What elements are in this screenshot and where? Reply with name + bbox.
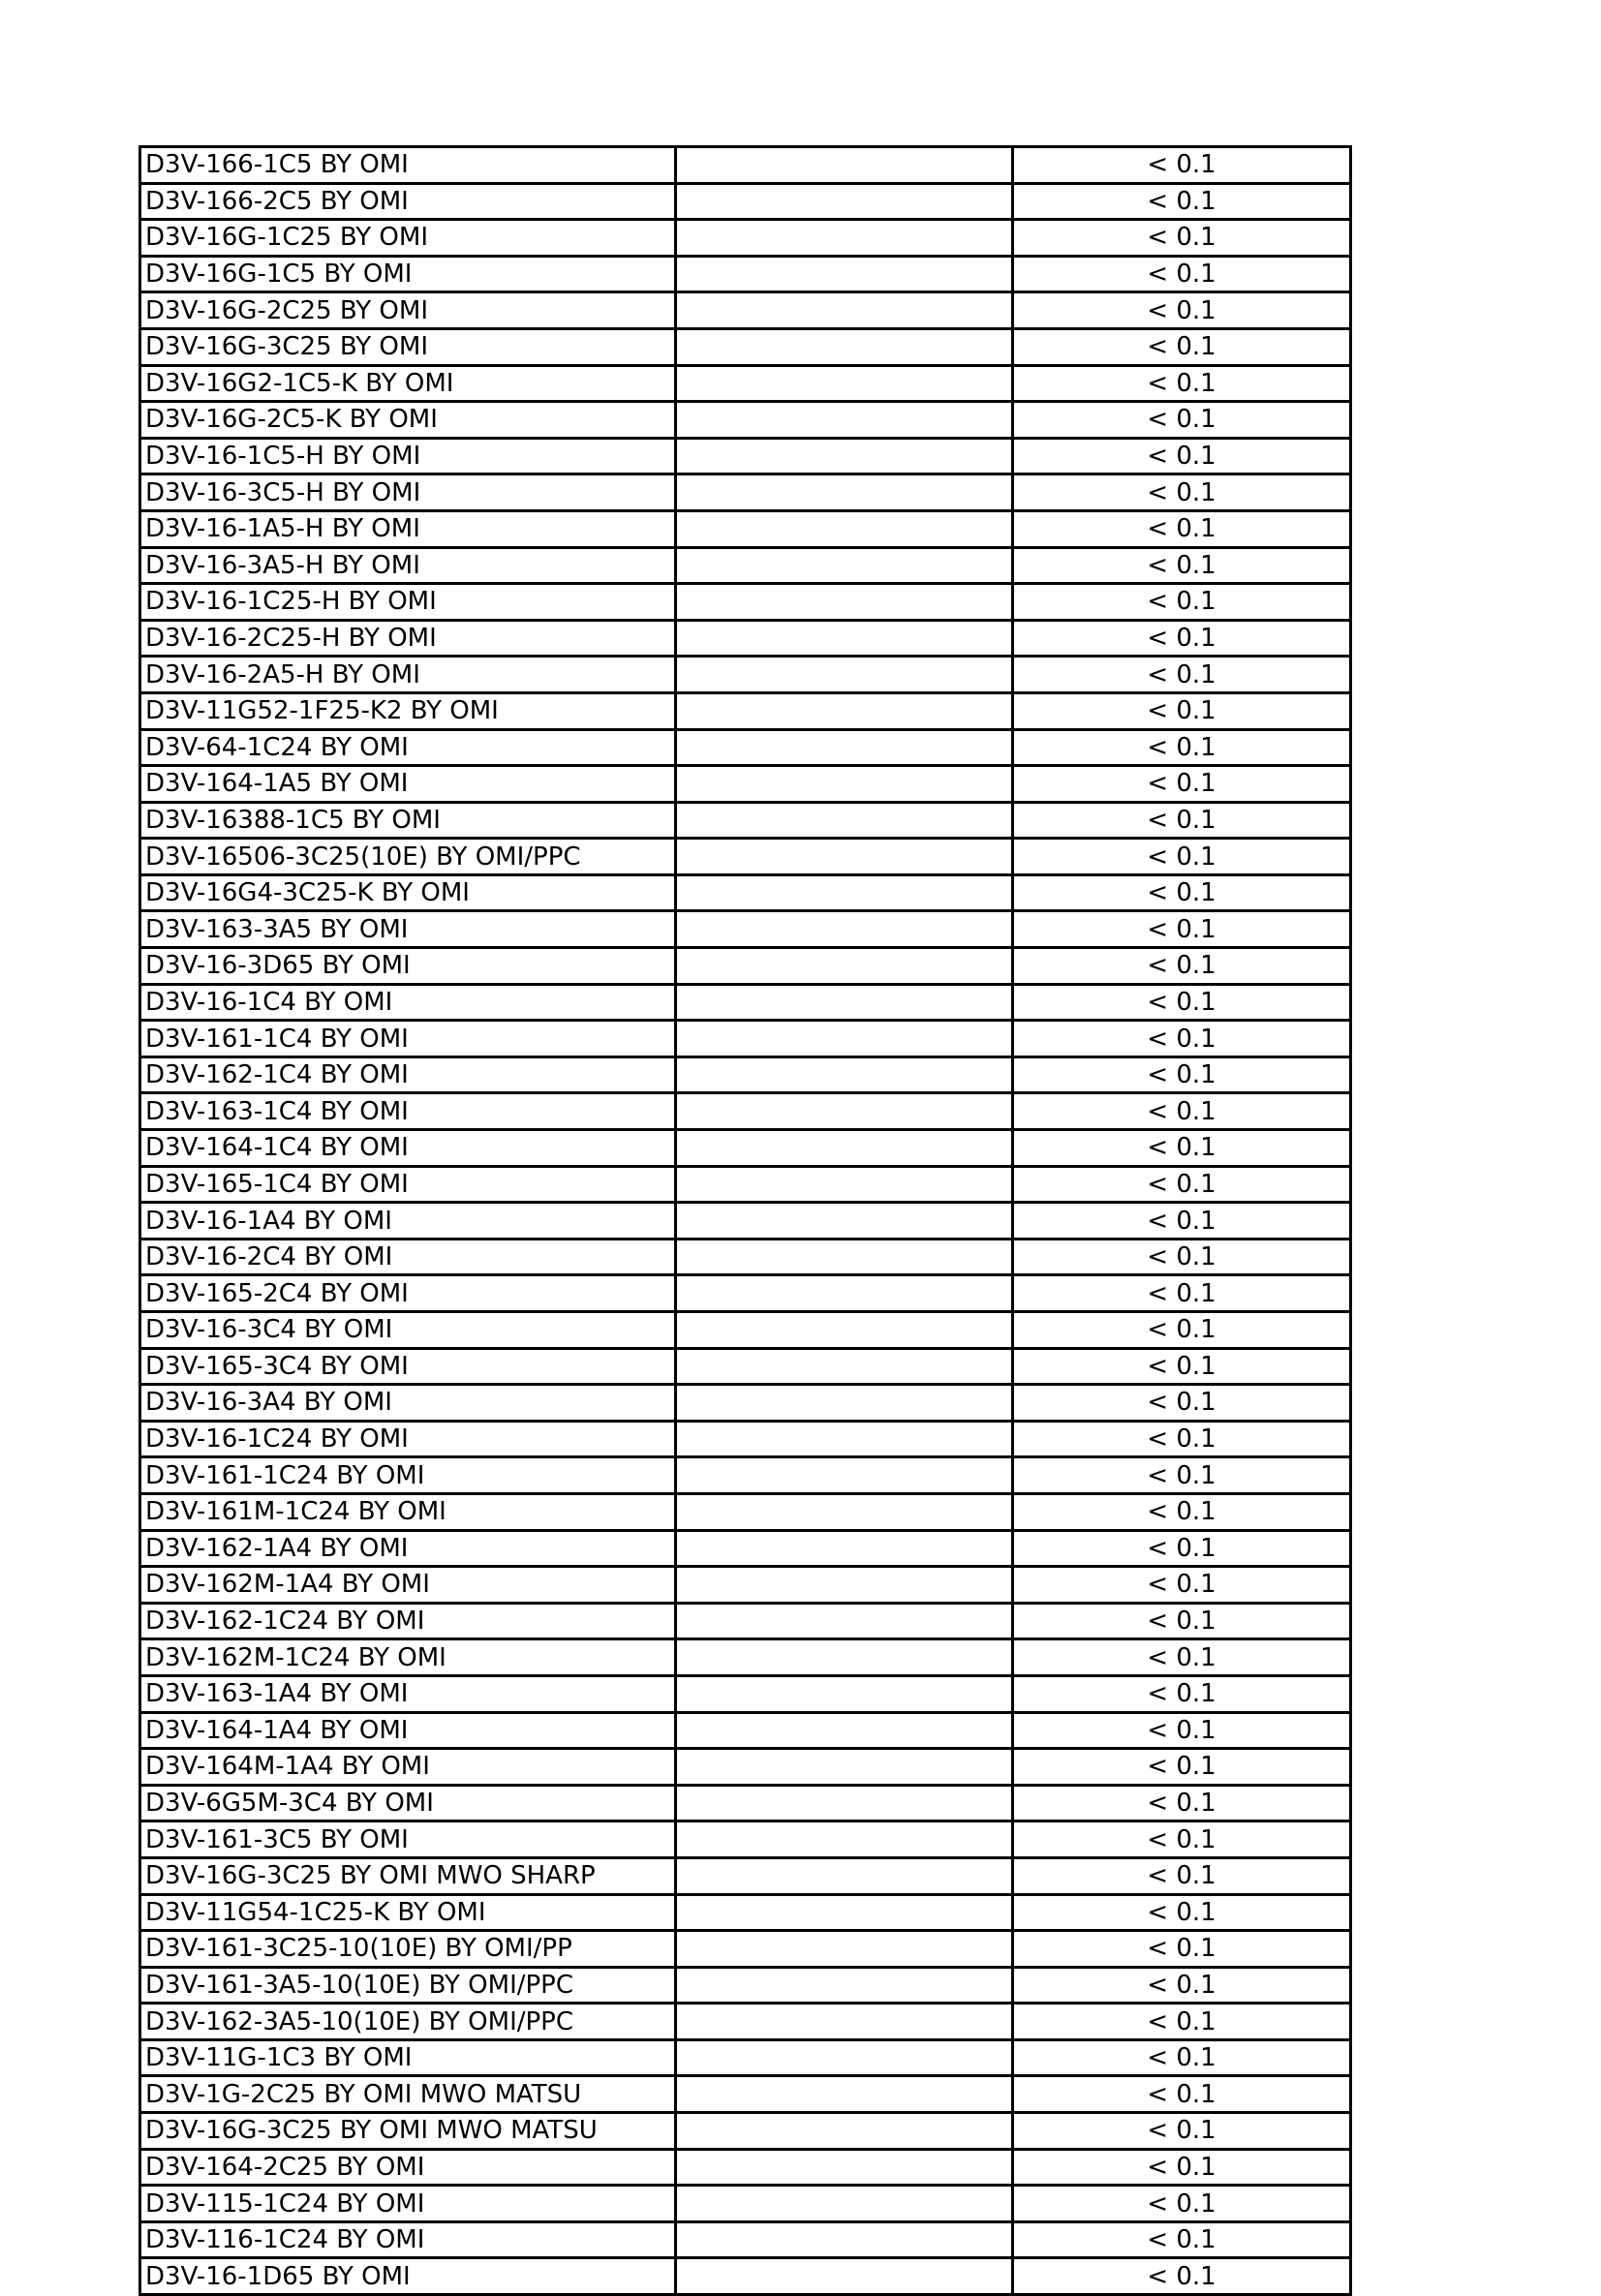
part-number-cell: D3V-16-1C5-H BY OMI — [140, 438, 676, 475]
value-cell: < 0.1 — [1013, 692, 1351, 729]
empty-cell — [676, 2149, 1013, 2186]
value-cell: < 0.1 — [1013, 1894, 1351, 1931]
part-number-cell: D3V-164-1A5 BY OMI — [140, 766, 676, 803]
empty-cell — [676, 729, 1013, 766]
table-row — [140, 1421, 1351, 1457]
table-row — [140, 1857, 1351, 1894]
part-number-cell: D3V-116-1C24 BY OMI — [140, 2221, 676, 2258]
value-cell: < 0.1 — [1013, 1275, 1351, 1312]
part-number-cell: D3V-11G-1C3 BY OMI — [140, 2039, 676, 2076]
part-number-cell: D3V-16G-1C5 BY OMI — [140, 256, 676, 292]
table-row — [140, 911, 1351, 948]
table-row — [140, 1457, 1351, 1494]
part-number-cell: D3V-16-1D65 BY OMI — [140, 2258, 676, 2295]
part-number-cell: D3V-16-1C4 BY OMI — [140, 984, 676, 1021]
part-number-cell: D3V-16-1A4 BY OMI — [140, 1203, 676, 1240]
part-number-cell: D3V-164-1A4 BY OMI — [140, 1712, 676, 1749]
empty-cell — [676, 365, 1013, 402]
part-number-cell: D3V-16-1C25-H BY OMI — [140, 584, 676, 621]
part-number-cell: D3V-16388-1C5 BY OMI — [140, 802, 676, 839]
table-row — [140, 365, 1351, 402]
part-number-cell: D3V-165-1C4 BY OMI — [140, 1166, 676, 1203]
empty-cell — [676, 874, 1013, 911]
value-cell: < 0.1 — [1013, 584, 1351, 621]
part-number-cell: D3V-162-1C24 BY OMI — [140, 1603, 676, 1639]
empty-cell — [676, 984, 1013, 1021]
table-row — [140, 147, 1351, 184]
value-cell: < 0.1 — [1013, 984, 1351, 1021]
value-cell: < 0.1 — [1013, 2076, 1351, 2113]
value-cell: < 0.1 — [1013, 839, 1351, 875]
part-number-cell: D3V-166-2C5 BY OMI — [140, 183, 676, 220]
table-row — [140, 2004, 1351, 2040]
empty-cell — [676, 256, 1013, 292]
empty-cell — [676, 1639, 1013, 1676]
empty-cell — [676, 1894, 1013, 1931]
value-cell: < 0.1 — [1013, 1421, 1351, 1457]
empty-cell — [676, 657, 1013, 693]
table-row — [140, 802, 1351, 839]
part-number-cell: D3V-16-3C4 BY OMI — [140, 1312, 676, 1349]
table-row — [140, 1166, 1351, 1203]
part-number-cell: D3V-164-1C4 BY OMI — [140, 1130, 676, 1167]
empty-cell — [676, 220, 1013, 257]
empty-cell — [676, 1093, 1013, 1130]
table-row — [140, 948, 1351, 985]
part-number-cell: D3V-16506-3C25(10E) BY OMI/PPC — [140, 839, 676, 875]
table-row — [140, 984, 1351, 1021]
table-row — [140, 729, 1351, 766]
value-cell: < 0.1 — [1013, 438, 1351, 475]
table-row — [140, 584, 1351, 621]
table-row — [140, 1530, 1351, 1567]
empty-cell — [676, 620, 1013, 657]
part-number-cell: D3V-16G-2C5-K BY OMI — [140, 402, 676, 439]
part-number-cell: D3V-16G-3C25 BY OMI — [140, 328, 676, 365]
part-number-cell: D3V-165-3C4 BY OMI — [140, 1348, 676, 1385]
part-number-cell: D3V-16G2-1C5-K BY OMI — [140, 365, 676, 402]
empty-cell — [676, 2004, 1013, 2040]
parts-table — [139, 145, 1352, 2296]
value-cell: < 0.1 — [1013, 256, 1351, 292]
value-cell: < 0.1 — [1013, 729, 1351, 766]
part-number-cell: D3V-16-3A4 BY OMI — [140, 1385, 676, 1422]
empty-cell — [676, 2221, 1013, 2258]
part-number-cell: D3V-164M-1A4 BY OMI — [140, 1749, 676, 1786]
empty-cell — [676, 802, 1013, 839]
table-row — [140, 2113, 1351, 2150]
table-row — [140, 402, 1351, 439]
part-number-cell: D3V-163-1A4 BY OMI — [140, 1675, 676, 1712]
value-cell: < 0.1 — [1013, 1857, 1351, 1894]
empty-cell — [676, 1530, 1013, 1567]
parts-table-body — [140, 147, 1351, 2295]
part-number-cell: D3V-162M-1C24 BY OMI — [140, 1639, 676, 1676]
part-number-cell: D3V-1G-2C25 BY OMI MWO MATSU — [140, 2076, 676, 2113]
part-number-cell: D3V-16-2A5-H BY OMI — [140, 657, 676, 693]
empty-cell — [676, 1166, 1013, 1203]
empty-cell — [676, 1275, 1013, 1312]
value-cell: < 0.1 — [1013, 183, 1351, 220]
value-cell: < 0.1 — [1013, 147, 1351, 184]
empty-cell — [676, 510, 1013, 547]
empty-cell — [676, 292, 1013, 329]
part-number-cell: D3V-162-1A4 BY OMI — [140, 1530, 676, 1567]
value-cell: < 0.1 — [1013, 1093, 1351, 1130]
table-row — [140, 1821, 1351, 1858]
part-number-cell: D3V-161-3C25-10(10E) BY OMI/PP — [140, 1931, 676, 1968]
empty-cell — [676, 1675, 1013, 1712]
value-cell: < 0.1 — [1013, 1021, 1351, 1057]
value-cell: < 0.1 — [1013, 220, 1351, 257]
table-row — [140, 220, 1351, 257]
empty-cell — [676, 1348, 1013, 1385]
table-row — [140, 292, 1351, 329]
value-cell: < 0.1 — [1013, 1967, 1351, 2004]
value-cell: < 0.1 — [1013, 1530, 1351, 1567]
table-row — [140, 1567, 1351, 1604]
table-row — [140, 1712, 1351, 1749]
table-row — [140, 766, 1351, 803]
part-number-cell: D3V-16-1A5-H BY OMI — [140, 510, 676, 547]
value-cell: < 0.1 — [1013, 2004, 1351, 2040]
empty-cell — [676, 1130, 1013, 1167]
table-row — [140, 547, 1351, 584]
value-cell: < 0.1 — [1013, 328, 1351, 365]
part-number-cell: D3V-6G5M-3C4 BY OMI — [140, 1785, 676, 1821]
empty-cell — [676, 1857, 1013, 1894]
part-number-cell: D3V-16-3A5-H BY OMI — [140, 547, 676, 584]
value-cell: < 0.1 — [1013, 475, 1351, 511]
value-cell: < 0.1 — [1013, 402, 1351, 439]
value-cell: < 0.1 — [1013, 1056, 1351, 1093]
part-number-cell: D3V-163-1C4 BY OMI — [140, 1093, 676, 1130]
table-row — [140, 2076, 1351, 2113]
table-row — [140, 1093, 1351, 1130]
table-row — [140, 2039, 1351, 2076]
empty-cell — [676, 766, 1013, 803]
part-number-cell: D3V-162-3A5-10(10E) BY OMI/PPC — [140, 2004, 676, 2040]
table-row — [140, 1130, 1351, 1167]
table-row — [140, 1639, 1351, 1676]
table-row — [140, 1785, 1351, 1821]
empty-cell — [676, 911, 1013, 948]
empty-cell — [676, 1567, 1013, 1604]
part-number-cell: D3V-16-3D65 BY OMI — [140, 948, 676, 985]
table-row — [140, 510, 1351, 547]
part-number-cell: D3V-161M-1C24 BY OMI — [140, 1493, 676, 1530]
table-row — [140, 2186, 1351, 2222]
empty-cell — [676, 475, 1013, 511]
part-number-cell: D3V-161-1C4 BY OMI — [140, 1021, 676, 1057]
value-cell: < 0.1 — [1013, 1239, 1351, 1275]
empty-cell — [676, 438, 1013, 475]
empty-cell — [676, 1931, 1013, 1968]
part-number-cell: D3V-162-1C4 BY OMI — [140, 1056, 676, 1093]
empty-cell — [676, 2076, 1013, 2113]
table-row — [140, 1021, 1351, 1057]
empty-cell — [676, 2186, 1013, 2222]
empty-cell — [676, 1821, 1013, 1858]
table-row — [140, 1967, 1351, 2004]
part-number-cell: D3V-161-3A5-10(10E) BY OMI/PPC — [140, 1967, 676, 2004]
value-cell: < 0.1 — [1013, 1639, 1351, 1676]
table-row — [140, 692, 1351, 729]
table-row — [140, 1894, 1351, 1931]
value-cell: < 0.1 — [1013, 1348, 1351, 1385]
empty-cell — [676, 402, 1013, 439]
table-row — [140, 475, 1351, 511]
part-number-cell: D3V-16G4-3C25-K BY OMI — [140, 874, 676, 911]
value-cell: < 0.1 — [1013, 1821, 1351, 1858]
empty-cell — [676, 1712, 1013, 1749]
part-number-cell: D3V-166-1C5 BY OMI — [140, 147, 676, 184]
table-row — [140, 839, 1351, 875]
empty-cell — [676, 1457, 1013, 1494]
empty-cell — [676, 1239, 1013, 1275]
table-row — [140, 2221, 1351, 2258]
empty-cell — [676, 328, 1013, 365]
part-number-cell: D3V-16-3C5-H BY OMI — [140, 475, 676, 511]
table-row — [140, 1312, 1351, 1349]
value-cell: < 0.1 — [1013, 365, 1351, 402]
part-number-cell: D3V-16G-2C25 BY OMI — [140, 292, 676, 329]
table-row — [140, 874, 1351, 911]
part-number-cell: D3V-16G-3C25 BY OMI MWO MATSU — [140, 2113, 676, 2150]
value-cell: < 0.1 — [1013, 874, 1351, 911]
value-cell: < 0.1 — [1013, 1603, 1351, 1639]
value-cell: < 0.1 — [1013, 1785, 1351, 1821]
value-cell: < 0.1 — [1013, 292, 1351, 329]
empty-cell — [676, 1203, 1013, 1240]
part-number-cell: D3V-64-1C24 BY OMI — [140, 729, 676, 766]
value-cell: < 0.1 — [1013, 2113, 1351, 2150]
value-cell: < 0.1 — [1013, 1712, 1351, 1749]
value-cell: < 0.1 — [1013, 2258, 1351, 2295]
empty-cell — [676, 2258, 1013, 2295]
table-row — [140, 256, 1351, 292]
empty-cell — [676, 948, 1013, 985]
table-row — [140, 1275, 1351, 1312]
table-row — [140, 1239, 1351, 1275]
empty-cell — [676, 2039, 1013, 2076]
table-row — [140, 1203, 1351, 1240]
empty-cell — [676, 1056, 1013, 1093]
value-cell: < 0.1 — [1013, 547, 1351, 584]
value-cell: < 0.1 — [1013, 2221, 1351, 2258]
table-row — [140, 328, 1351, 365]
table-row — [140, 1056, 1351, 1093]
table-row — [140, 2258, 1351, 2295]
value-cell: < 0.1 — [1013, 1749, 1351, 1786]
table-row — [140, 2149, 1351, 2186]
table-row — [140, 1493, 1351, 1530]
empty-cell — [676, 584, 1013, 621]
empty-cell — [676, 183, 1013, 220]
value-cell: < 0.1 — [1013, 1312, 1351, 1349]
value-cell: < 0.1 — [1013, 766, 1351, 803]
empty-cell — [676, 1749, 1013, 1786]
table-row — [140, 1603, 1351, 1639]
value-cell: < 0.1 — [1013, 1457, 1351, 1494]
part-number-cell: D3V-16-1C24 BY OMI — [140, 1421, 676, 1457]
empty-cell — [676, 1603, 1013, 1639]
empty-cell — [676, 1493, 1013, 1530]
empty-cell — [676, 147, 1013, 184]
value-cell: < 0.1 — [1013, 1203, 1351, 1240]
value-cell: < 0.1 — [1013, 802, 1351, 839]
table-row — [140, 438, 1351, 475]
value-cell: < 0.1 — [1013, 2186, 1351, 2222]
part-number-cell: D3V-16G-1C25 BY OMI — [140, 220, 676, 257]
table-row — [140, 1931, 1351, 1968]
value-cell: < 0.1 — [1013, 1385, 1351, 1422]
value-cell: < 0.1 — [1013, 1931, 1351, 1968]
table-row — [140, 1348, 1351, 1385]
value-cell: < 0.1 — [1013, 911, 1351, 948]
empty-cell — [676, 1021, 1013, 1057]
part-number-cell: D3V-16G-3C25 BY OMI MWO SHARP — [140, 1857, 676, 1894]
table-row — [140, 1675, 1351, 1712]
value-cell: < 0.1 — [1013, 2039, 1351, 2076]
empty-cell — [676, 2113, 1013, 2150]
empty-cell — [676, 547, 1013, 584]
table-row — [140, 183, 1351, 220]
table-row — [140, 1749, 1351, 1786]
empty-cell — [676, 1967, 1013, 2004]
part-number-cell: D3V-165-2C4 BY OMI — [140, 1275, 676, 1312]
part-number-cell: D3V-16-2C4 BY OMI — [140, 1239, 676, 1275]
part-number-cell: D3V-163-3A5 BY OMI — [140, 911, 676, 948]
part-number-cell: D3V-162M-1A4 BY OMI — [140, 1567, 676, 1604]
empty-cell — [676, 1385, 1013, 1422]
value-cell: < 0.1 — [1013, 1567, 1351, 1604]
part-number-cell: D3V-11G52-1F25-K2 BY OMI — [140, 692, 676, 729]
empty-cell — [676, 839, 1013, 875]
value-cell: < 0.1 — [1013, 1493, 1351, 1530]
part-number-cell: D3V-16-2C25-H BY OMI — [140, 620, 676, 657]
part-number-cell: D3V-161-1C24 BY OMI — [140, 1457, 676, 1494]
table-row — [140, 1385, 1351, 1422]
empty-cell — [676, 692, 1013, 729]
part-number-cell: D3V-161-3C5 BY OMI — [140, 1821, 676, 1858]
table-row — [140, 620, 1351, 657]
value-cell: < 0.1 — [1013, 620, 1351, 657]
value-cell: < 0.1 — [1013, 948, 1351, 985]
value-cell: < 0.1 — [1013, 1166, 1351, 1203]
value-cell: < 0.1 — [1013, 510, 1351, 547]
table-row — [140, 657, 1351, 693]
value-cell: < 0.1 — [1013, 1675, 1351, 1712]
empty-cell — [676, 1312, 1013, 1349]
value-cell: < 0.1 — [1013, 657, 1351, 693]
part-number-cell: D3V-164-2C25 BY OMI — [140, 2149, 676, 2186]
empty-cell — [676, 1785, 1013, 1821]
part-number-cell: D3V-11G54-1C25-K BY OMI — [140, 1894, 676, 1931]
value-cell: < 0.1 — [1013, 1130, 1351, 1167]
empty-cell — [676, 1421, 1013, 1457]
value-cell: < 0.1 — [1013, 2149, 1351, 2186]
part-number-cell: D3V-115-1C24 BY OMI — [140, 2186, 676, 2222]
